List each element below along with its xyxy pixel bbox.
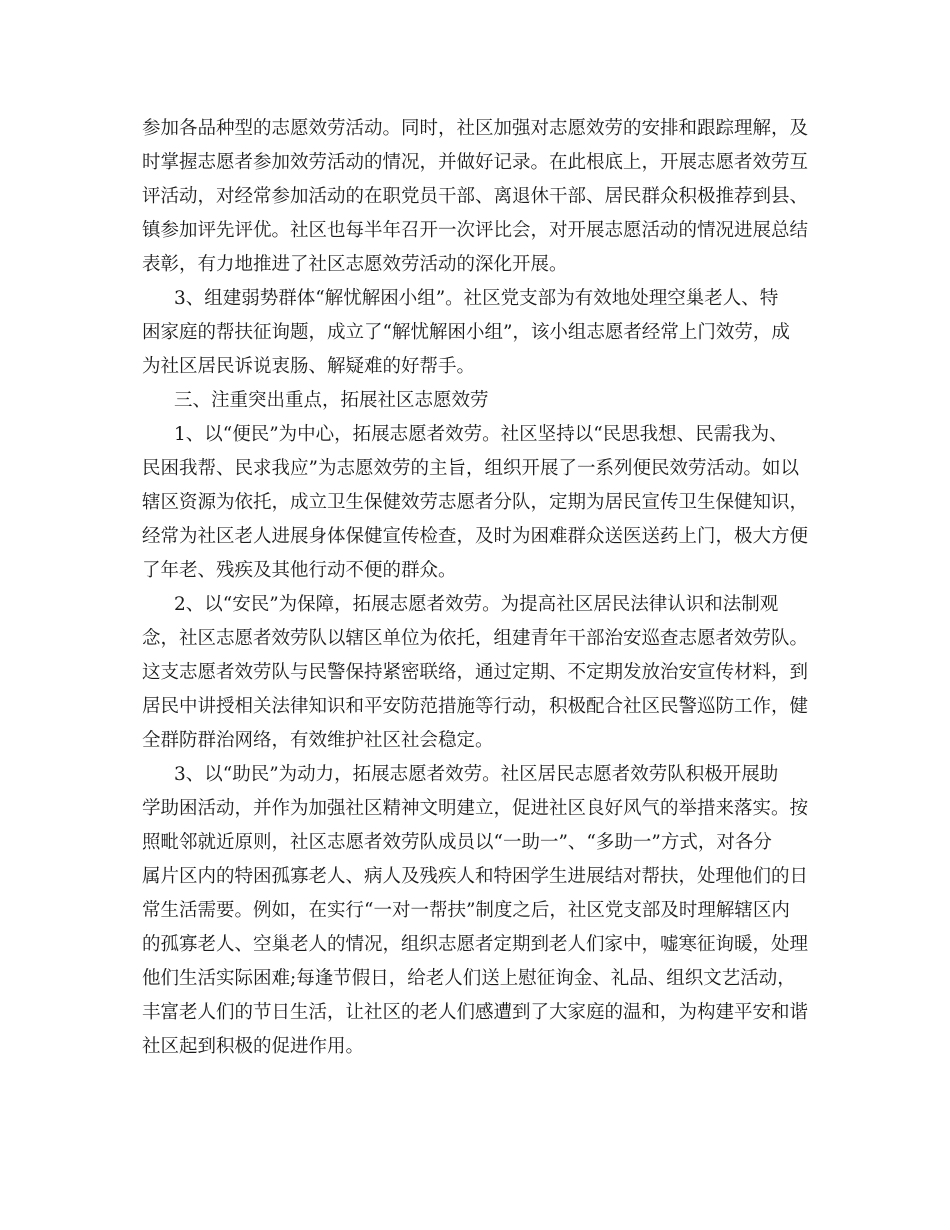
paragraph-line: 学助困活动，并作为加强社区精神文明建立，促进社区良好风气的举措来落实。按 [142, 798, 809, 819]
paragraph-line: 时掌握志愿者参加效劳活动的情况，并做好记录。在此根底上，开展志愿者效劳互 [142, 152, 809, 173]
paragraph-line: 参加各品种型的志愿效劳活动。同时，社区加强对志愿效劳的安排和跟踪理解，及 [142, 118, 809, 139]
paragraph-line: 的孤寡老人、空巢老人的情况，组织志愿者定期到老人们家中，嘘寒征询暖，处理 [142, 934, 809, 955]
paragraph-line: 他们生活实际困难;每逢节假日，给老人们送上慰征询金、礼品、组织文艺活动， [142, 968, 796, 989]
paragraph-line: 困家庭的帮扶征询题，成立了“解忧解困小组”，该小组志愿者经常上门效劳，成 [142, 322, 790, 343]
paragraph-line: 镇参加评先评优。社区也每半年召开一次评比会，对开展志愿活动的情况进展总结 [142, 220, 809, 241]
paragraph-line: 民困我帮、民求我应”为志愿效劳的主旨，组织开展了一系列便民效劳活动。如以 [142, 458, 799, 479]
paragraph-line: 了年老、残疾及其他行动不便的群众。 [142, 560, 457, 581]
paragraph-line: 丰富老人们的节日生活，让社区的老人们感遭到了大家庭的温和，为构建平安和谐 [142, 1002, 809, 1023]
paragraph-line: 社区起到积极的促进作用。 [142, 1036, 365, 1057]
paragraph-line: 经常为社区老人进展身体保健宣传检查，及时为困难群众送医送药上门，极大方便 [142, 526, 809, 547]
paragraph-line: 为社区居民诉说衷肠、解疑难的好帮手。 [142, 356, 476, 377]
paragraph-line: 辖区资源为依托，成立卫生保健效劳志愿者分队，定期为居民宣传卫生保健知识， [142, 492, 809, 513]
paragraph-line: 1、以“便民”为中心，拓展志愿者效劳。社区坚持以“民思我想、民需我为、 [174, 424, 788, 445]
paragraph-line: 评活动，对经常参加活动的在职党员干部、离退休干部、居民群众积极推荐到县、 [142, 186, 809, 207]
paragraph-line: 3、以“助民”为动力，拓展志愿者效劳。社区居民志愿者效劳队积极开展助 [174, 764, 779, 785]
paragraph-line: 全群防群治网络，有效维护社区社会稳定。 [142, 730, 494, 751]
paragraph-line: 2、以“安民”为保障，拓展志愿者效劳。为提高社区居民法律认识和法制观 [174, 594, 779, 615]
section-heading: 三、注重突出重点，拓展社区志愿效劳 [174, 390, 489, 411]
paragraph-line: 3、组建弱势群体“解忧解困小组”。社区党支部为有效地处理空巢老人、特 [174, 288, 779, 309]
paragraph-line: 这支志愿者效劳队与民警保持紧密联络，通过定期、不定期发放治安宣传材料，到 [142, 662, 809, 683]
paragraph-line: 照毗邻就近原则，社区志愿者效劳队成员以“一助一”、“多助一”方式，对各分 [142, 832, 772, 853]
paragraph-line: 常生活需要。例如，在实行“一对一帮扶”制度之后，社区党支部及时理解辖区内 [142, 900, 790, 921]
paragraph-line: 表彰，有力地推进了社区志愿效劳活动的深化开展。 [142, 254, 568, 275]
paragraph-line: 念，社区志愿者效劳队以辖区单位为依托，组建青年干部治安巡查志愿者效劳队。 [142, 628, 809, 649]
paragraph-line: 属片区内的特困孤寡老人、病人及残疾人和特困学生进展结对帮扶，处理他们的日 [142, 866, 809, 887]
paragraph-line: 居民中讲授相关法律知识和平安防范措施等行动，积极配合社区民警巡防工作，健 [142, 696, 809, 717]
